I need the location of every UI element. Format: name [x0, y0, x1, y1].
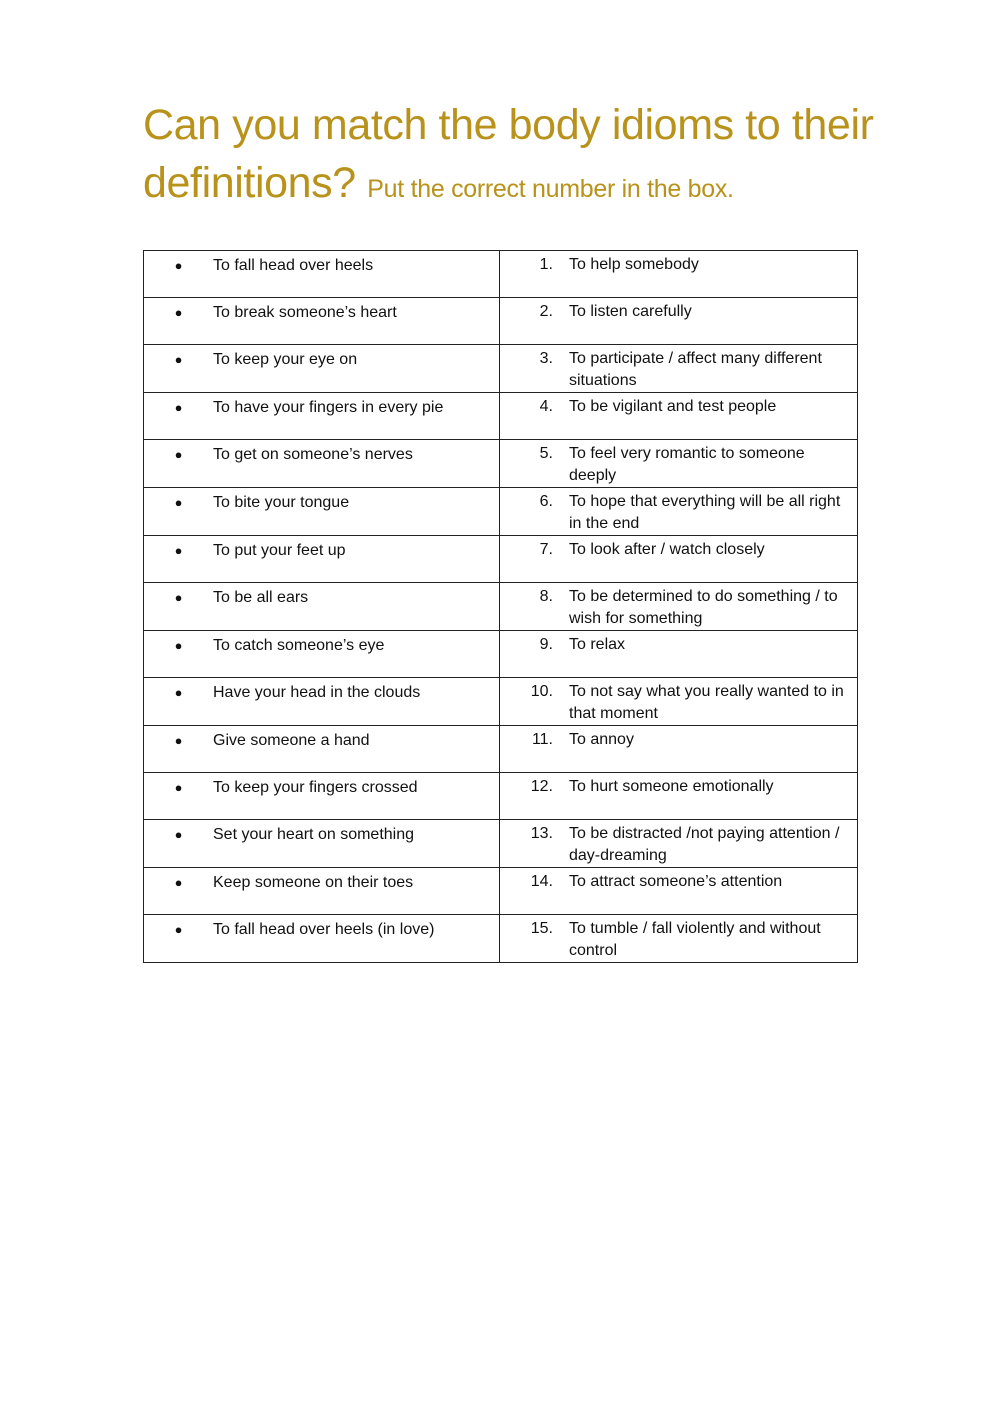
table-row [144, 298, 858, 345]
definition-number: 4. [539, 398, 553, 415]
definition-text: To hope that everything will be all right in the end [569, 493, 841, 532]
table-body [144, 251, 858, 963]
definition-cell [500, 583, 858, 631]
bullet-icon: ● [174, 305, 183, 320]
idiom-text: Set your heart on something [213, 826, 415, 843]
idiom-cell [144, 345, 500, 393]
table-row [144, 583, 858, 631]
definition-number: 13. [530, 825, 553, 842]
idiom-text: To keep your eye on [213, 351, 358, 368]
definition-cell [500, 915, 858, 963]
definition-cell [500, 773, 858, 820]
definition-text: To annoy [569, 731, 634, 748]
definition-number: 12. [530, 778, 553, 795]
idiom-cell [144, 488, 500, 536]
definition-text: To help somebody [569, 256, 699, 273]
bullet-icon: ● [174, 733, 183, 748]
idiom-text: To catch someone’s eye [213, 637, 385, 654]
definition-text: To participate / affect many different situations [569, 350, 822, 389]
bullet-icon: ● [174, 258, 183, 273]
definition-number: 2. [539, 303, 553, 320]
bullet-icon: ● [174, 400, 183, 415]
table-row [144, 820, 858, 868]
idiom-cell [144, 536, 500, 583]
idiom-cell [144, 820, 500, 868]
definition-number: 9. [539, 636, 553, 653]
idiom-text: To fall head over heels (in love) [213, 921, 435, 938]
bullet-icon: ● [174, 780, 183, 795]
bullet-icon: ● [174, 685, 183, 700]
definition-cell [500, 440, 858, 488]
idiom-text: Have your head in the clouds [213, 684, 421, 701]
definition-cell [500, 251, 858, 298]
definition-number: 5. [539, 445, 553, 462]
table-row [144, 631, 858, 678]
table-row [144, 393, 858, 440]
table-row [144, 345, 858, 393]
title-main: Can you match the body idioms to their definitions? [143, 101, 874, 207]
bullet-icon: ● [174, 827, 183, 842]
bullet-icon: ● [174, 495, 183, 510]
definition-number: 14. [530, 873, 553, 890]
definition-cell [500, 678, 858, 726]
definition-number: 15. [530, 920, 553, 937]
definition-text: To be distracted /not paying attention / day-dreaming [569, 825, 840, 864]
definition-number: 7. [539, 541, 553, 558]
table-row [144, 773, 858, 820]
bullet-icon: ● [174, 638, 183, 653]
definition-text: To be determined to do something / to wish for something [569, 588, 838, 627]
idiom-text: To fall head over heels [213, 257, 374, 274]
idiom-text: To get on someone’s nerves [213, 446, 413, 463]
idiom-cell [144, 868, 500, 915]
definition-text: To be vigilant and test people [569, 398, 777, 415]
page-title [143, 96, 883, 218]
idiom-cell [144, 631, 500, 678]
idiom-cell [144, 915, 500, 963]
instruction-text: Put the correct number in the box. [367, 175, 734, 203]
definition-text: To hurt someone emotionally [569, 778, 774, 795]
definition-cell [500, 536, 858, 583]
table-row [144, 868, 858, 915]
idiom-text: To break someone’s heart [213, 304, 397, 321]
table-row [144, 678, 858, 726]
definition-number: 6. [539, 493, 553, 510]
definition-cell [500, 820, 858, 868]
idiom-text: Keep someone on their toes [213, 874, 414, 891]
table-row [144, 251, 858, 298]
definition-text: To tumble / fall violently and without control [569, 920, 821, 959]
bullet-icon: ● [174, 352, 183, 367]
definition-cell [500, 488, 858, 536]
definition-number: 1. [539, 256, 553, 273]
table-row [144, 536, 858, 583]
bullet-icon: ● [174, 590, 183, 605]
definition-cell [500, 868, 858, 915]
idiom-cell [144, 251, 500, 298]
idiom-cell [144, 678, 500, 726]
table-row [144, 915, 858, 963]
idiom-text: Give someone a hand [213, 732, 370, 749]
idiom-text: To put your feet up [213, 542, 346, 559]
definition-cell [500, 726, 858, 773]
table-row [144, 726, 858, 773]
table-row [144, 440, 858, 488]
idiom-text: To have your fingers in every pie [213, 399, 444, 416]
definition-text: To relax [569, 636, 626, 653]
definition-number: 3. [539, 350, 553, 367]
bullet-icon: ● [174, 875, 183, 890]
definition-text: To look after / watch closely [569, 541, 765, 558]
idiom-text: To keep your fingers crossed [213, 779, 418, 796]
definition-cell [500, 298, 858, 345]
idiom-cell [144, 393, 500, 440]
definition-cell [500, 631, 858, 678]
definition-cell [500, 393, 858, 440]
idiom-text: To bite your tongue [213, 494, 350, 511]
idiom-cell [144, 773, 500, 820]
bullet-icon: ● [174, 543, 183, 558]
definition-text: To attract someone’s attention [569, 873, 783, 890]
table-row [144, 488, 858, 536]
idiom-text: To be all ears [213, 589, 309, 606]
definition-number: 11. [531, 731, 553, 748]
definition-text: To not say what you really wanted to in that moment [569, 683, 844, 722]
bullet-icon: ● [174, 922, 183, 937]
idiom-matching-table [143, 250, 858, 963]
definition-text: To feel very romantic to someone deeply [569, 445, 805, 484]
definition-cell [500, 345, 858, 393]
idiom-cell [144, 726, 500, 773]
idiom-cell [144, 298, 500, 345]
bullet-icon: ● [174, 447, 183, 462]
definition-number: 8. [539, 588, 553, 605]
idiom-cell [144, 440, 500, 488]
definition-text: To listen carefully [569, 303, 692, 320]
idiom-cell [144, 583, 500, 631]
definition-number: 10. [530, 683, 553, 700]
